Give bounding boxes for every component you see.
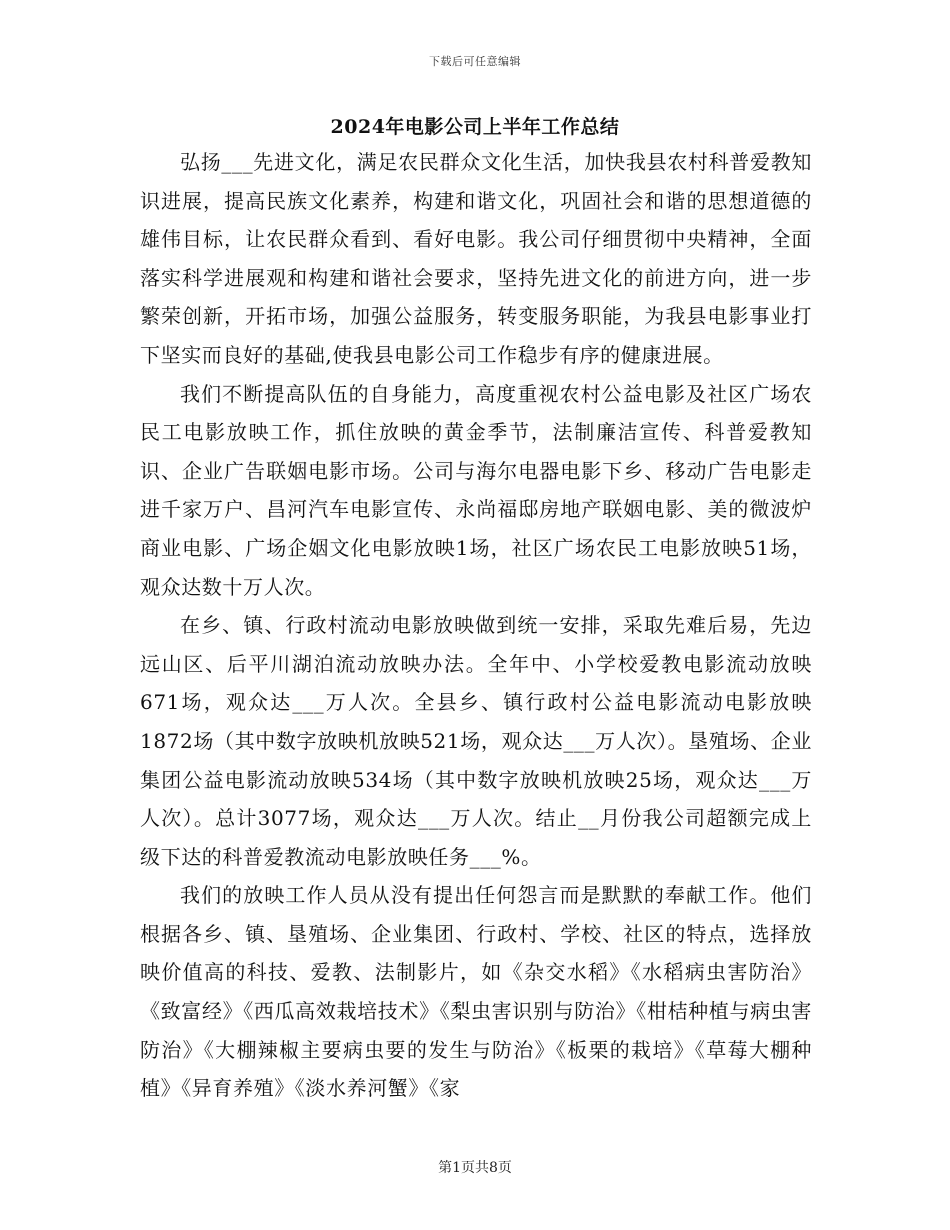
header-note: 下载后可任意编辑	[429, 55, 521, 68]
document-title: 2024年电影公司上半年工作总结	[330, 116, 620, 138]
paragraph-3: 在乡、镇、行政村流动电影放映做到统一安排，采取先难后易，先边远山区、后平川湖泊流动放映办法。全年中、小学校爱教电影流动放映671场，观众达___万人次。全县乡、镇行政村公益电影流动电影放映1872场（其中数字放映机放映521场，观众达___万人次）。垦殖场、企业集团公益电影流动放映534场（其中数字放映机放映25场，观众达___万人次）。总计3077场，观众达___万人次。结止__月份我公司超额完成上级下达的科普爱教流动电影放映任务___%。	[140, 613, 812, 869]
document-body	[140, 143, 812, 1108]
paragraph-2: 我们不断提高队伍的自身能力，高度重视农村公益电影及社区广场农民工电影放映工作，抓住放映的黄金季节，法制廉洁宣传、科普爱教知识、企业广告联姻电影市场。公司与海尔电器电影下乡、移动广告电影走进千家万户、昌河汽车电影宣传、永尚福邸房地产联姻电影、美的微波炉商业电影、广场企姻文化电影放映1场，社区广场农民工电影放映51场，观众达数十万人次。	[140, 381, 812, 599]
paragraph-1: 弘扬___先进文化，满足农民群众文化生活，加快我县农村科普爱教知识进展，提高民族文化素养，构建和谐文化，巩固社会和谐的思想道德的雄伟目标，让农民群众看到、看好电影。我公司仔细贯彻中央精神，全面落实科学进展观和构建和谐社会要求，坚持先进文化的前进方向，进一步繁荣创新，开拓市场，加强公益服务，转变服务职能，为我县电影事业打下坚实而良好的基础,使我县电影公司工作稳步有序的健康进展。	[140, 150, 812, 367]
page-footer: 第1页共8页	[438, 1160, 512, 1176]
paragraph-4: 我们的放映工作人员从没有提出任何怨言而是默默的奉献工作。他们根据各乡、镇、垦殖场、企业集团、行政村、学校、社区的特点，选择放映价值高的科技、爱教、法制影片，如《杂交水稻》《水稻病虫害防治》《致富经》《西瓜高效栽培技术》《梨虫害识别与防治》《柑桔种植与病虫害防治》《大棚辣椒主要病虫要的发生与防治》《板栗的栽培》《草莓大棚种植》《异育养殖》《淡水养河蟹》《家	[140, 883, 812, 1101]
